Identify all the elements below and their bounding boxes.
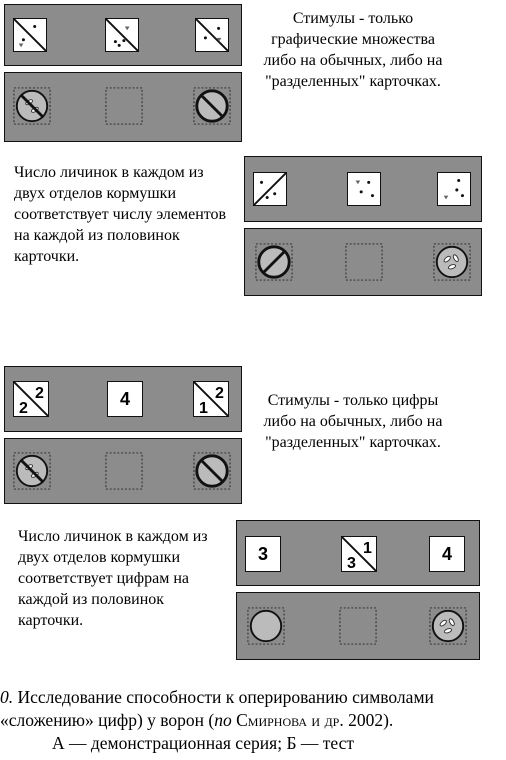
stimulus-panel-3 xyxy=(4,366,242,432)
card-top-number: 2 xyxy=(35,384,44,403)
feeder-with-larvae-icon xyxy=(13,87,51,125)
note-larvae-elements: Число личинок в каждом из двух отделов кормушки соответствует числу элементов на каждой из половинок карточки. xyxy=(14,164,227,265)
empty-feeder-icon xyxy=(105,87,143,125)
card-top-number: 2 xyxy=(215,384,224,403)
split-number-card xyxy=(341,536,377,572)
split-dot-card xyxy=(253,172,287,206)
caption-po: по xyxy=(214,710,232,730)
card-bottom-number: 3 xyxy=(346,554,356,571)
empty-feeder-icon xyxy=(339,607,377,645)
card-bottom-number: 1 xyxy=(198,399,208,416)
blocked-feeder-icon xyxy=(193,452,231,490)
note-graphic-sets: Стимулы - только графические множества либо на обычных, либо на "разделенных" карточках. xyxy=(263,10,443,90)
note-numbers-only: Стимулы - только цифры либо на обычных, либо на "разделенных" карточках. xyxy=(263,392,443,451)
card-top-number: 1 xyxy=(363,539,372,558)
closed-feeder-icon xyxy=(247,607,285,645)
empty-feeder-icon xyxy=(345,243,383,281)
feeder-with-larvae-icon xyxy=(429,607,467,645)
note-larvae-numbers: Число личинок в каждом из двух отделов кормушки соответствует цифрам на каждой из половинок карточки. xyxy=(18,528,208,629)
caption-line-1-text: Исследование способности к оперированию символами xyxy=(17,687,434,707)
number-card: 4 xyxy=(429,536,465,572)
split-dot-card xyxy=(105,18,139,52)
caption-figure-number: 0. xyxy=(0,687,14,707)
split-number-card xyxy=(13,381,49,417)
stimulus-panel-4 xyxy=(236,520,480,586)
caption-author: Смирнова и др. xyxy=(236,710,344,730)
caption-year: 2002). xyxy=(348,710,394,730)
caption-line-1 xyxy=(0,686,506,709)
stimulus-panel-2 xyxy=(244,156,482,222)
feeder-panel-3 xyxy=(4,438,242,504)
blocked-feeder-icon xyxy=(193,87,231,125)
feeder-panel-2 xyxy=(244,228,482,296)
split-number-card xyxy=(193,381,229,417)
feeder-with-larvae-icon xyxy=(433,243,471,281)
feeder-panel-4 xyxy=(236,592,480,660)
split-dot-card xyxy=(195,18,229,52)
blocked-feeder-icon xyxy=(255,243,293,281)
number-card: 3 xyxy=(245,536,281,572)
caption-line-3: А — демонстрационная серия; Б — тест xyxy=(52,733,355,753)
caption-line-2-a: «сложению» цифр) у ворон ( xyxy=(0,710,215,730)
figure-caption xyxy=(0,686,506,755)
caption-line-2 xyxy=(0,709,506,732)
card-bottom-number: 2 xyxy=(18,399,28,416)
stimulus-panel-1 xyxy=(4,4,242,66)
dot-card xyxy=(437,172,471,206)
number-card: 4 xyxy=(107,381,143,417)
empty-feeder-icon xyxy=(105,452,143,490)
dot-card xyxy=(347,172,381,206)
feeder-with-larvae-icon xyxy=(13,452,51,490)
feeder-panel-1 xyxy=(4,72,242,142)
split-dot-card xyxy=(13,18,47,52)
